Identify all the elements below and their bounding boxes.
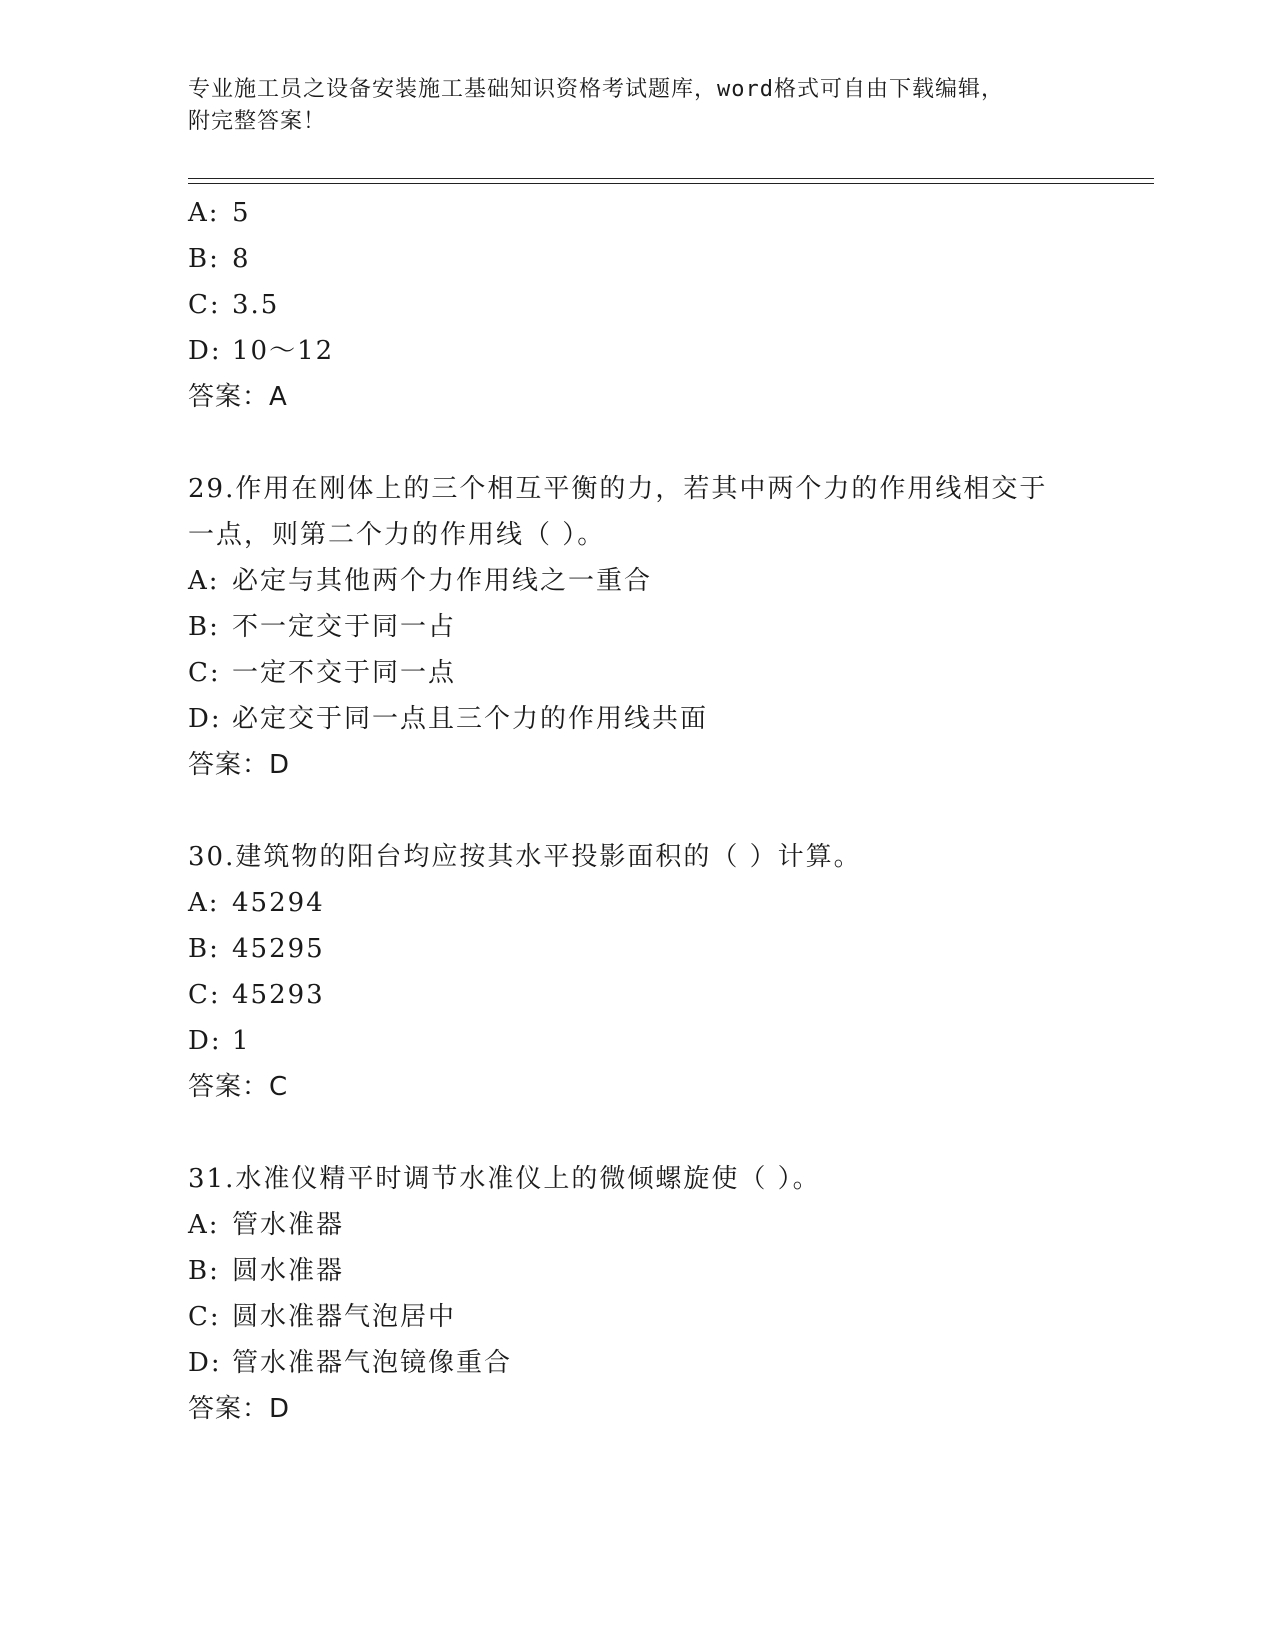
option-d <box>188 328 1148 374</box>
option-text: 45295 <box>232 934 325 964</box>
option-c <box>188 972 1148 1018</box>
answer-value: D <box>269 1394 291 1424</box>
header-line-2: 附完整答案！ <box>188 109 327 134</box>
answer-value: C <box>269 1072 289 1102</box>
option-text: 圆水准器 <box>232 1256 345 1286</box>
option-text: 必定交于同一点且三个力的作用线共面 <box>232 704 709 734</box>
question-stem-line-1: 29.作用在刚体上的三个相互平衡的力，若其中两个力的作用线相交于 <box>188 474 1048 504</box>
option-text: 管水准器气泡镜像重合 <box>232 1348 513 1378</box>
option-text: 8 <box>232 244 251 274</box>
answer-value: D <box>269 750 291 780</box>
option-b <box>188 604 1148 650</box>
header-divider-bottom <box>188 183 1154 184</box>
option-text: 必定与其他两个力作用线之一重合 <box>232 566 653 596</box>
question-stem-line-1: 31.水准仪精平时调节水准仪上的微倾螺旋使（ ）。 <box>188 1164 821 1194</box>
question-block-29 <box>188 466 1148 788</box>
header-line-1: 专业施工员之设备安装施工基础知识资格考试题库，word格式可自由下载编辑， <box>188 77 1004 102</box>
document-header <box>188 74 1068 138</box>
header-divider-top <box>188 178 1154 179</box>
question-block-partial <box>188 190 1148 420</box>
option-c <box>188 282 1148 328</box>
option-text: 45294 <box>232 888 325 918</box>
option-key: C: <box>188 290 221 320</box>
answer-value: A <box>269 382 288 412</box>
answer-label: 答案： <box>188 1072 270 1102</box>
option-text: 一定不交于同一点 <box>232 658 457 688</box>
option-d <box>188 1340 1148 1386</box>
option-d <box>188 1018 1148 1064</box>
document-body <box>188 190 1148 1432</box>
option-d <box>188 696 1148 742</box>
option-key: D: <box>188 336 222 366</box>
option-b <box>188 926 1148 972</box>
answer-label: 答案： <box>188 1394 270 1424</box>
answer-label: 答案： <box>188 382 270 412</box>
option-key: A: <box>188 198 220 228</box>
option-b <box>188 1248 1148 1294</box>
answer-line <box>188 742 1148 788</box>
option-text: 45293 <box>232 980 325 1010</box>
question-stem-line-2: 一点，则第二个力的作用线（ ）。 <box>188 520 606 550</box>
option-a <box>188 880 1148 926</box>
option-key: A: <box>188 1210 220 1240</box>
option-key: C: <box>188 980 221 1010</box>
option-a <box>188 558 1148 604</box>
option-text: 管水准器 <box>232 1210 345 1240</box>
option-key: A: <box>188 566 220 596</box>
option-text: 圆水准器气泡居中 <box>232 1302 457 1332</box>
option-key: C: <box>188 658 221 688</box>
option-key: B: <box>188 612 220 642</box>
answer-line <box>188 374 1148 420</box>
option-c <box>188 1294 1148 1340</box>
option-text: 1 <box>232 1026 251 1056</box>
option-key: D: <box>188 1348 222 1378</box>
question-block-30 <box>188 834 1148 1110</box>
option-a <box>188 190 1148 236</box>
option-key: B: <box>188 1256 220 1286</box>
option-key: B: <box>188 934 220 964</box>
answer-line <box>188 1386 1148 1432</box>
answer-line <box>188 1064 1148 1110</box>
option-text: 不一定交于同一占 <box>232 612 457 642</box>
option-text: 10～12 <box>232 336 335 366</box>
option-b <box>188 236 1148 282</box>
option-c <box>188 650 1148 696</box>
option-text: 3.5 <box>232 290 280 320</box>
answer-label: 答案： <box>188 750 270 780</box>
option-key: D: <box>188 1026 222 1056</box>
option-key: A: <box>188 888 220 918</box>
option-text: 5 <box>232 198 251 228</box>
option-a <box>188 1202 1148 1248</box>
question-block-31 <box>188 1156 1148 1432</box>
option-key: C: <box>188 1302 221 1332</box>
option-key: D: <box>188 704 222 734</box>
question-stem-line-1: 30.建筑物的阳台均应按其水平投影面积的（ ）计算。 <box>188 842 862 872</box>
option-key: B: <box>188 244 220 274</box>
